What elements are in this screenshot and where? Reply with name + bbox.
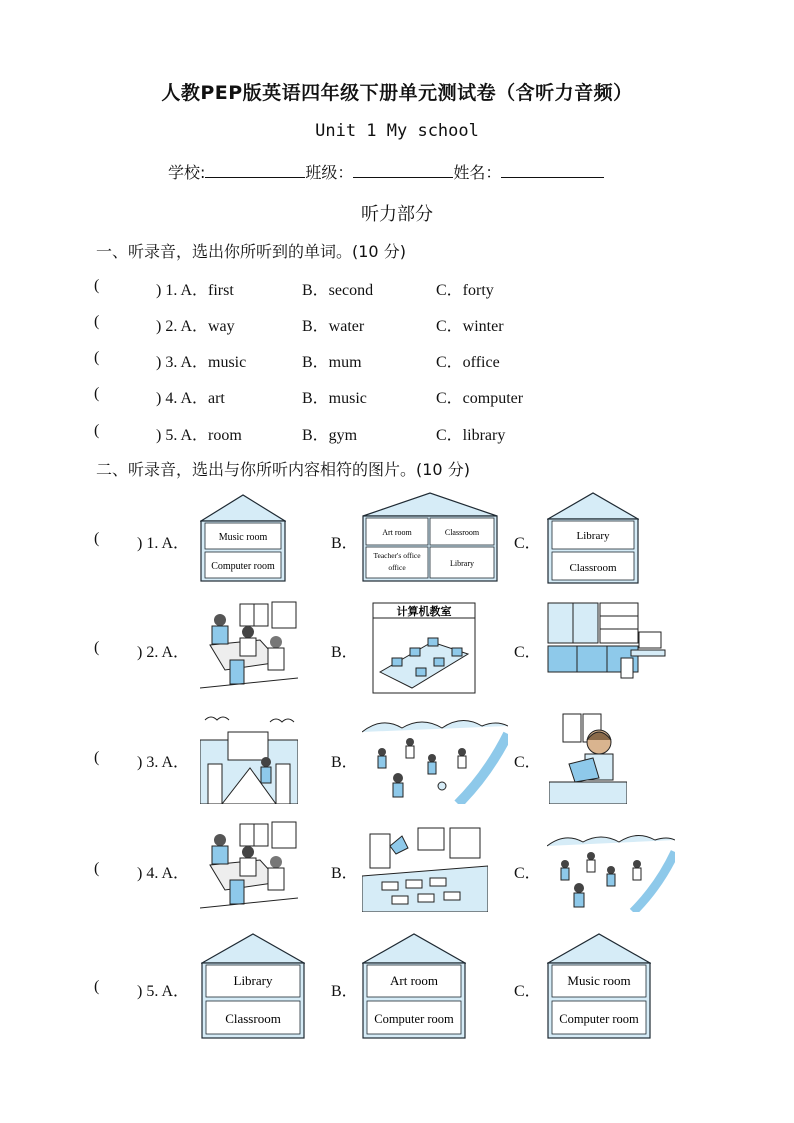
answer-paren[interactable]: ( xyxy=(94,639,100,656)
answer-paren[interactable]: ( xyxy=(94,749,100,766)
house-room-label: Classroom xyxy=(225,1011,281,1026)
row-2-label-a: ) 2. A． xyxy=(137,644,190,661)
row-1-label-b: B． xyxy=(331,535,358,552)
picture-office-people[interactable] xyxy=(200,600,298,697)
row-2-label-b: B． xyxy=(331,644,358,661)
unit-subtitle: Unit 1 My school xyxy=(315,121,479,141)
picture-playground-kids[interactable] xyxy=(547,828,675,917)
row-1-label-c: C． xyxy=(514,535,541,552)
question-1-option-a: ) 1. A．first xyxy=(156,282,234,299)
row-4-label-c: C． xyxy=(514,865,541,882)
row-5-label-b: B． xyxy=(331,983,358,1000)
house-room-label: Library xyxy=(576,530,610,542)
listening-section-heading: 听力部分 xyxy=(361,204,433,225)
picture-office-people[interactable] xyxy=(200,820,298,917)
picture-playground-kids[interactable] xyxy=(362,712,508,809)
row-3-label-c: C． xyxy=(514,754,541,771)
house-q1-b[interactable] xyxy=(362,492,498,582)
picture-library-computer-desk[interactable] xyxy=(547,602,667,689)
house-room-label: Teacher's office xyxy=(373,551,421,560)
school-blank[interactable] xyxy=(205,163,305,178)
house-room-label: Music room xyxy=(567,973,631,988)
answer-paren[interactable]: ( xyxy=(94,860,100,877)
house-q5-b[interactable] xyxy=(362,933,466,1039)
question-1-option-c: C．forty xyxy=(436,282,494,299)
row-4-label-b: B． xyxy=(331,865,358,882)
row-5-label-c: C． xyxy=(514,983,541,1000)
question-1-option-b: B．second xyxy=(302,282,374,299)
answer-paren[interactable]: ( xyxy=(94,385,100,402)
house-q1-c[interactable] xyxy=(547,492,639,584)
house-q5-c[interactable] xyxy=(547,933,651,1039)
picture-empty-classroom[interactable] xyxy=(362,826,488,917)
house-room-label: Library xyxy=(233,973,273,988)
row-3-label-b: B． xyxy=(331,754,358,771)
page-title: 人教PEP版英语四年级下册单元测试卷（含听力音频） xyxy=(161,82,633,104)
row-1-label-a: ) 1. A． xyxy=(137,535,190,552)
question-4-option-b: B．music xyxy=(302,390,367,407)
answer-paren[interactable]: ( xyxy=(94,422,100,439)
question-2-option-a: ) 2. A．way xyxy=(156,318,235,335)
answer-paren[interactable]: ( xyxy=(94,277,100,294)
row-4-label-a: ) 4. A． xyxy=(137,865,190,882)
question-3-option-c: C．office xyxy=(436,354,500,371)
picture-computer-classroom[interactable] xyxy=(372,602,476,699)
question-3-option-a: ) 3. A．music xyxy=(156,354,247,371)
house-room-label: Art room xyxy=(389,973,439,988)
picture-school-gate-girl[interactable] xyxy=(200,712,298,809)
answer-paren[interactable]: ( xyxy=(94,349,100,366)
house-q1-a[interactable] xyxy=(200,494,286,582)
house-room-label: Library xyxy=(450,559,474,568)
class-blank[interactable] xyxy=(353,163,453,178)
row-2-label-c: C． xyxy=(514,644,541,661)
student-info xyxy=(168,160,604,183)
question-5-option-c: C．library xyxy=(436,427,506,444)
part1-heading: 一、听录音，选出你所听到的单词。(10 分) xyxy=(96,242,406,261)
question-2-option-c: C．winter xyxy=(436,318,504,335)
house-room-label: Computer room xyxy=(374,1012,454,1026)
answer-paren[interactable]: ( xyxy=(94,978,100,995)
answer-paren[interactable]: ( xyxy=(94,530,100,547)
row-5-label-a: ) 5. A． xyxy=(137,983,190,1000)
row-3-label-a: ) 3. A． xyxy=(137,754,190,771)
name-blank[interactable] xyxy=(501,163,604,178)
house-room-label-cont: office xyxy=(388,563,406,572)
answer-paren[interactable]: ( xyxy=(94,313,100,330)
class-label: 班级： xyxy=(305,163,354,182)
name-label: 姓名： xyxy=(453,163,502,182)
computer-room-sign: 计算机教室 xyxy=(396,605,452,618)
house-room-label: Classroom xyxy=(444,528,480,537)
house-q5-a[interactable] xyxy=(201,933,305,1039)
house-room-label: Music room xyxy=(218,532,268,543)
question-5-option-a: ) 5. A．room xyxy=(156,427,242,444)
question-4-option-a: ) 4. A．art xyxy=(156,390,225,407)
house-room-label: Classroom xyxy=(569,562,617,574)
house-room-label: Computer room xyxy=(559,1012,639,1026)
question-2-option-b: B．water xyxy=(302,318,365,335)
question-5-option-b: B．gym xyxy=(302,427,358,444)
house-room-label: Computer room xyxy=(211,561,275,572)
picture-boy-reading[interactable] xyxy=(549,712,627,809)
house-room-label: Art room xyxy=(382,528,412,537)
question-4-option-c: C．computer xyxy=(436,390,524,407)
question-3-option-b: B．mum xyxy=(302,354,362,371)
part2-heading: 二、听录音，选出与你所听内容相符的图片。(10 分) xyxy=(96,460,470,479)
school-label: 学校: xyxy=(168,163,206,182)
